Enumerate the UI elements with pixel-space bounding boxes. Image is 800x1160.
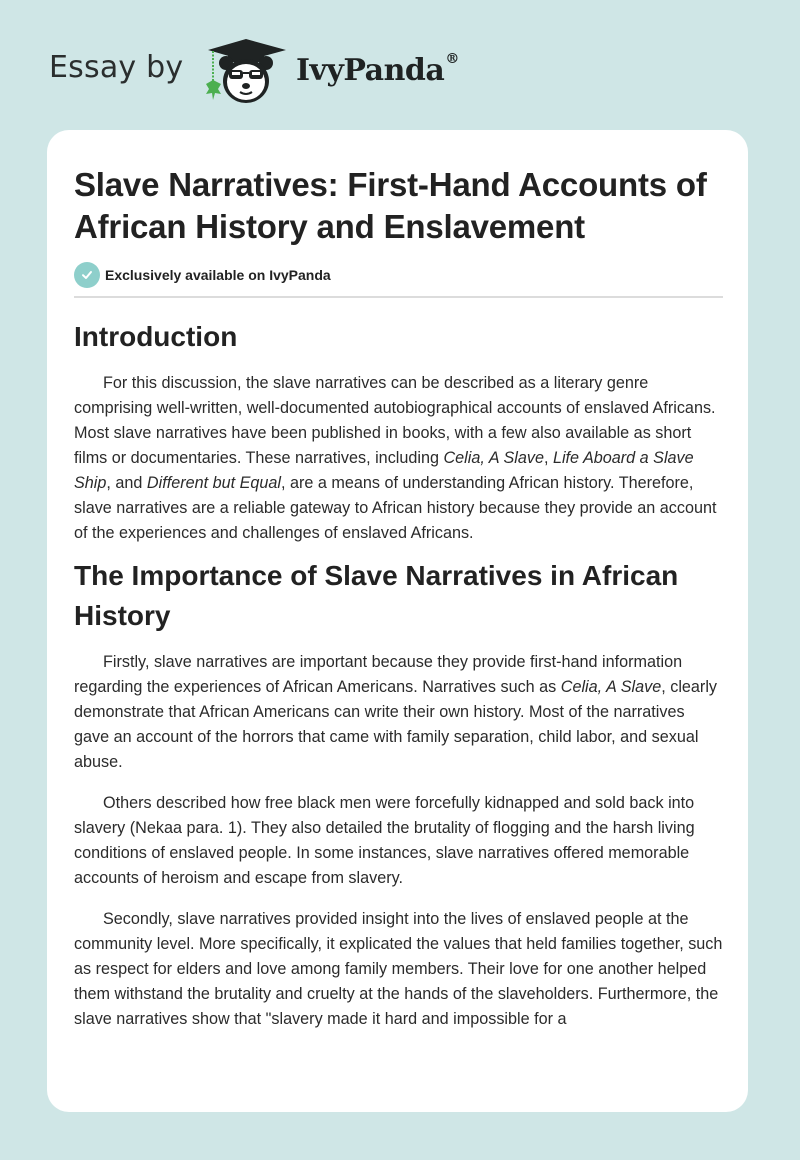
book-title: Celia, A Slave	[560, 678, 662, 696]
paragraph: For this discussion, the slave narratives can be described as a literary genre comprising well-written, well-documented autobiographical accounts of enslaved Africans. Most slave narratives have been published in books, with a few also available as short films or documentaries. These narratives, including Celia, A Slave, Life Aboard a Slave Ship, and Different but Equal, are a means of understanding African history. Therefore, slave narratives are a reliable gateway to African history because they provide an account of the experiences and challenges of enslaved Africans.	[74, 374, 717, 542]
essay-by-label: Essay by	[49, 50, 184, 85]
title-divider	[74, 296, 723, 298]
book-title: Celia, A Slave	[443, 449, 544, 467]
book-title: Life Aboard a Slave Ship	[74, 449, 694, 492]
section-heading-introduction: Introduction	[74, 321, 238, 352]
paragraph: Others described how free black men were forcefully kidnapped and sold back into slavery (Nekaa para. 1). They also detailed the brutality of flogging and the harsh living conditions of enslaved people. In some instances, slave narratives offered memorable accounts of heroism and escape from slavery.	[74, 794, 695, 887]
book-title: Different but Equal	[146, 474, 281, 492]
paragraph: Firstly, slave narratives are important because they provide first-hand information regarding the experiences of African Americans. Narratives such as Celia, A Slave, clearly demonstrate that African Americans can write their own history. Most of the narratives gave an account of the horrors that came with family separation, child labor, and sexual abuse.	[74, 653, 718, 771]
panda-graduation-cap-icon	[200, 36, 292, 108]
exclusive-label: Exclusively available on IvyPanda	[105, 267, 331, 283]
section-heading-importance: The Importance of Slave Narratives in African History	[74, 560, 679, 631]
essay-title: Slave Narratives: First-Hand Accounts of African History and Enslavement	[74, 166, 707, 245]
essay-content	[74, 164, 724, 1032]
check-icon	[74, 262, 100, 288]
registered-mark: ®	[445, 51, 459, 67]
brand-name: IvyPanda®	[296, 51, 459, 88]
essay-card	[47, 130, 748, 1112]
exclusive-badge	[74, 262, 724, 288]
paragraph: Secondly, slave narratives provided insight into the lives of enslaved people at the community level. More specifically, it explicated the values that held families together, such as respect for elders and love among family members. Their love for one another helped them withstand the brutality and cruelty at the hands of the slaveholders. Furthermore, the slave narratives show that "slavery made it hard and impossible for a	[74, 910, 723, 1028]
site-header	[0, 0, 800, 130]
